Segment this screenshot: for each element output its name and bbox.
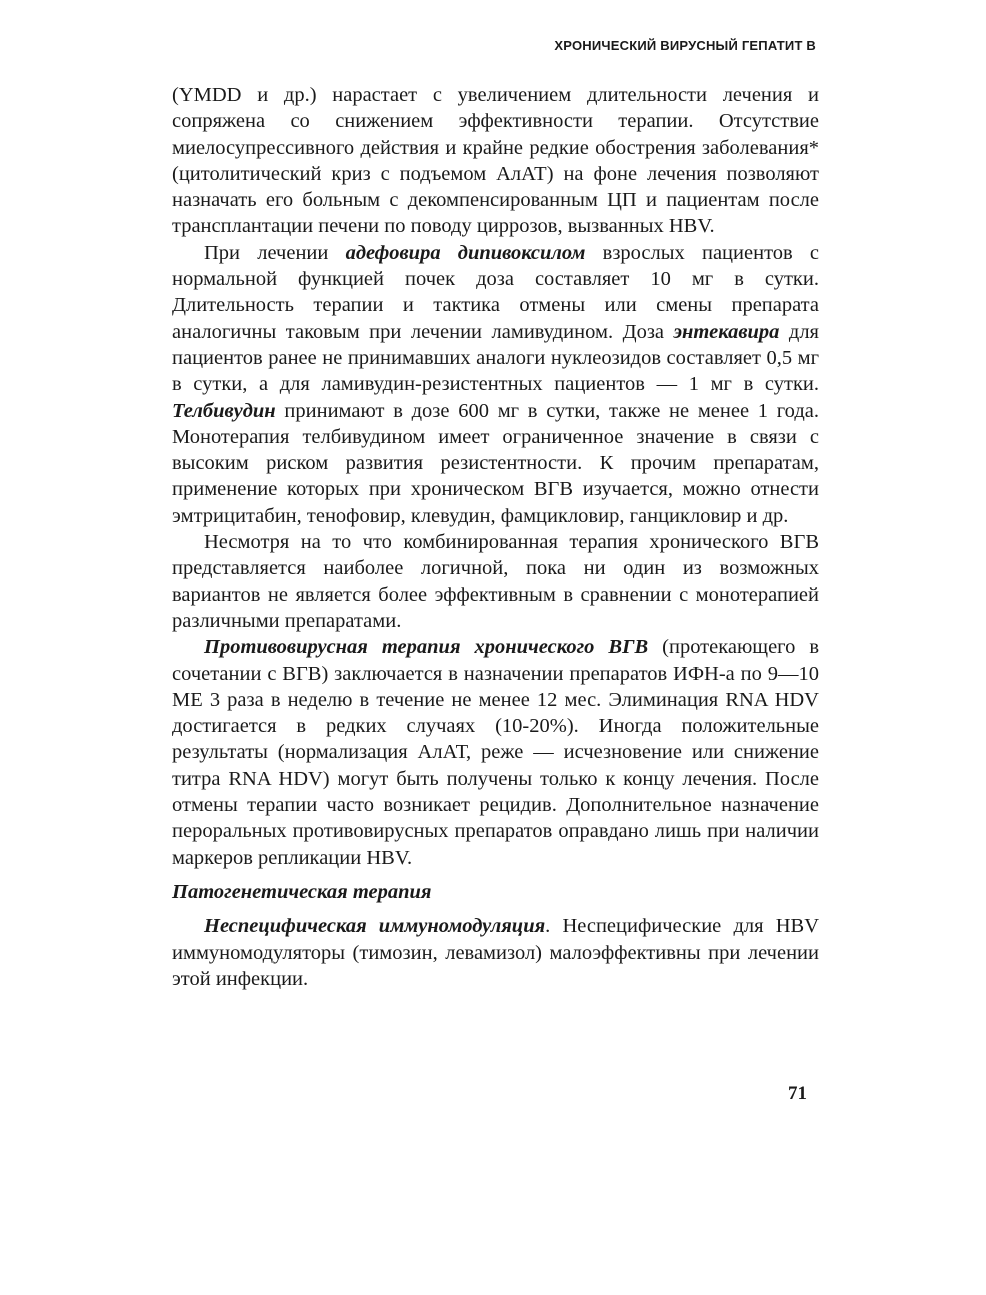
section-heading: Патогенетическая терапия [172,880,432,903]
term-antiviral-therapy: Противовирусная терапия хронического ВГВ [204,636,649,659]
paragraph-2-text-4: принимают в дозе 600 мг в сутки, также не менее 1 года. Монотерапия телбивудином имеет ограниченное значение в связи с высоким риском развития резистентности. К прочим препаратам, применение которых при хроническом ВГВ изучается, можно отнести эмтрицитабин, тенофовир, клевудин, фамцикловир, ганцикловир и др. [172,399,819,527]
term-immunomodulation: Неспецифическая иммуномодуляция [204,915,546,938]
page-number: 71 [788,1083,807,1104]
paragraph-3: Несмотря на то что комбинированная терапия хронического ВГВ представляется наиболее логичной, пока ни один из возможных вариантов не является более эффективным в сравнении с монотерапией различными препаратами. [172,531,819,632]
paragraph-5 [172,913,819,992]
paragraph-2 [172,240,819,529]
paragraph-4-text: (протекающего в сочетании с ВГВ) заключается в назначении препаратов ИФН-а по 9—10 ME 3 раза в неделю в течение не менее 12 мес. Элиминация RNA HDV достигается в редких случаях (10-20%). Иногда положительные результаты (нормализация АлАТ, реже — исчезновение или снижение титра RNA HDV) могут быть получены только к концу лечения. После отмены терапии часто возникает рецидив. Дополнительное назначение пероральных противовирусных препаратов оправдано лишь при наличии маркеров репликации HBV. [172,636,820,869]
paragraph-2-text-3: для пациентов ранее не принимавших аналоги нуклеозидов составляет 0,5 мг в сутки, а для ламивудин-резистентных пациентов — 1 мг в сутки. [172,320,819,396]
drug-term-telbivudine: Телбивудин [172,399,276,422]
running-title: ХРОНИЧЕСКИЙ ВИРУСНЫЙ ГЕПАТИТ В [554,38,816,53]
drug-term-entecavir: энтекавира [673,320,780,343]
paragraph-2-text-2: взрослых пациентов с нормальной функцией почек доза составляет 10 мг в сутки. Длительность терапии и тактика отмены или смены препарата аналогичны таковым при лечении ламивудином. Доза [172,241,819,343]
paragraph-1: (YMDD и др.) нарастает с увеличением длительности лечения и сопряжена со снижением эффективности терапии. Отсутствие миелосупрессивного действия и крайне редкие обострения заболевания*(цитолитический криз с подъемом АлАТ) на фоне лечения позволяют назначать его больным с декомпенсированным ЦП и пациентам после трансплантации печени по поводу циррозов, вызванных HBV. [172,84,819,238]
paragraph-2-text-1: При лечении [204,241,346,264]
paragraph-4 [172,634,819,871]
paragraph-5-text: . Неспецифические для HBV иммуномодуляторы (тимозин, левамизол) малоэффективны при лечении этой инфекции. [172,915,819,990]
body-text [172,82,819,992]
drug-term-adefovir: адефовира дипивоксилом [345,241,586,264]
